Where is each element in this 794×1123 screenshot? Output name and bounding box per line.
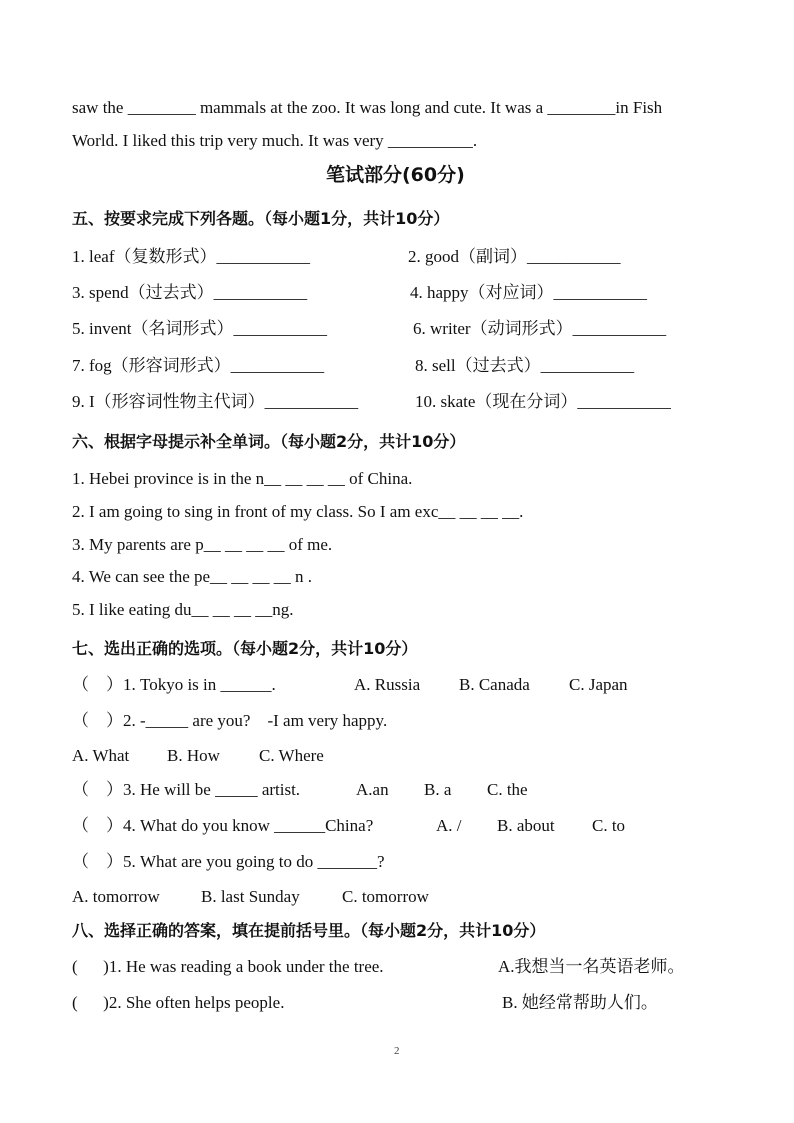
s5-item-3: 3. spend（过去式）___________ (72, 283, 308, 302)
s7-q1-option-c: C. Japan (569, 675, 628, 694)
s6-item-4: 4. We can see the pe__ __ __ __ n . (72, 567, 313, 586)
s7-q5-option-c: C. tomorrow (342, 887, 429, 906)
s6-item-2: 2. I am going to sing in front of my class. So I am exc__ __ __ __. (72, 502, 524, 521)
s7-q5-stem: （ ）5. What are you going to do _______? (72, 852, 385, 871)
s5-item-9: 9. I（形容词性物主代词）___________ (72, 392, 359, 411)
s8-item-1-stem: ( )1. He was reading a book under the tree. (72, 957, 384, 976)
s7-q3-option-c: C. the (487, 780, 528, 799)
s8-item-2-option: B. 她经常帮助人们。 (502, 993, 658, 1012)
s7-q5-option-a: A. tomorrow (72, 887, 160, 906)
section-5-heading: 五、按要求完成下列各题。（每小题1分，共计10分） (72, 209, 450, 228)
s5-item-1: 1. leaf（复数形式）___________ (72, 247, 310, 266)
section-6-heading: 六、根据字母提示补全单词。（每小题2分，共计10分） (72, 432, 466, 451)
page-number: 2 (394, 1045, 400, 1057)
passage-line-2: World. I liked this trip very much. It was very __________. (72, 131, 478, 150)
s5-item-2: 2. good（副词）___________ (408, 247, 621, 266)
s7-q2-option-b: B. How (167, 746, 220, 765)
written-part-title: 笔试部分(60分) (326, 164, 465, 186)
passage-line-1: saw the ________ mammals at the zoo. It was long and cute. It was a ________in Fish (72, 98, 663, 117)
s5-item-4: 4. happy（对应词）___________ (410, 283, 648, 302)
s6-item-3: 3. My parents are p__ __ __ __ of me. (72, 535, 333, 554)
s7-q4-option-b: B. about (497, 816, 555, 835)
s7-q1-option-b: B. Canada (459, 675, 530, 694)
s7-q2-stem: （ ）2. -_____ are you? -I am very happy. (72, 711, 388, 730)
section-7-heading: 七、选出正确的选项。（每小题2分，共计10分） (72, 639, 418, 658)
s7-q3-stem: （ ）3. He will be _____ artist. (72, 780, 301, 799)
s7-q4-option-a: A. / (436, 816, 462, 835)
s5-item-6: 6. writer（动词形式）___________ (413, 319, 667, 338)
s5-item-7: 7. fog（形容词形式）___________ (72, 356, 325, 375)
s5-item-8: 8. sell（过去式）___________ (415, 356, 635, 375)
s7-q1-option-a: A. Russia (354, 675, 421, 694)
s7-q1-stem: （ ）1. Tokyo is in ______. (72, 675, 276, 694)
s7-q4-option-c: C. to (592, 816, 626, 835)
section-8-heading: 八、选择正确的答案，填在提前括号里。（每小题2分，共计10分） (72, 921, 546, 940)
s8-item-2-stem: ( )2. She often helps people. (72, 993, 285, 1012)
s5-item-5: 5. invent（名词形式）___________ (72, 319, 327, 338)
s6-item-5: 5. I like eating du__ __ __ __ng. (72, 600, 294, 619)
s7-q4-stem: （ ）4. What do you know ______China? (72, 816, 374, 835)
s7-q5-option-b: B. last Sunday (201, 887, 300, 906)
s6-item-1: 1. Hebei province is in the n__ __ __ __ of China. (72, 469, 413, 488)
s8-item-1-option: A.我想当一名英语老师。 (498, 957, 685, 976)
s7-q2-option-c: C. Where (259, 746, 324, 765)
s7-q3-option-a: A.an (356, 780, 389, 799)
s7-q2-option-a: A. What (72, 746, 130, 765)
s5-item-10: 10. skate（现在分词）___________ (415, 392, 671, 411)
s7-q3-option-b: B. a (424, 780, 452, 799)
